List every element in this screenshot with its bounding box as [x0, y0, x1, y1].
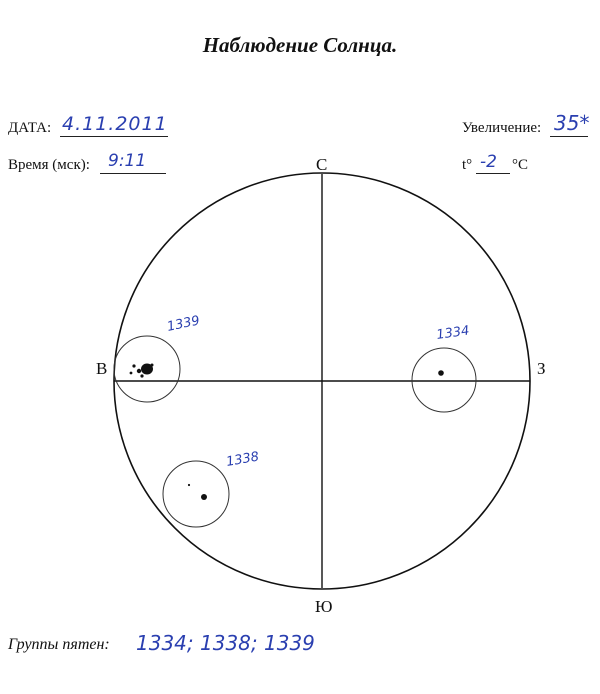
temperature-label: t° — [462, 157, 473, 173]
spot-groups-value[interactable]: 1334; 1338; 1339 — [136, 631, 315, 655]
direction-south: Ю — [315, 597, 333, 616]
sunspot — [132, 364, 135, 367]
magnification-label: Увеличение: — [462, 120, 542, 136]
group-label-1334: 1334 — [435, 323, 471, 343]
date-value[interactable]: 4.11.2011 — [62, 113, 168, 135]
group-circle-1334 — [412, 348, 476, 412]
spot-groups-label: Группы пятен: — [8, 636, 110, 653]
spot-group-1339 — [114, 336, 180, 402]
sunspot — [188, 484, 190, 486]
magnification-value[interactable]: 35* — [554, 111, 590, 135]
group-label-1339: 1339 — [165, 313, 202, 335]
sunspot — [140, 374, 143, 377]
date-label: ДАТА: — [8, 120, 52, 136]
spot-group-1338 — [163, 461, 229, 527]
spot-group-1334 — [412, 348, 476, 412]
time-label: Время (мск): — [8, 157, 90, 173]
temperature-value[interactable]: -2 — [480, 152, 497, 172]
group-label-1338: 1338 — [225, 449, 261, 470]
sunspot — [130, 372, 133, 375]
sunspot — [137, 369, 141, 373]
sunspot — [201, 494, 207, 500]
direction-west: З — [537, 359, 546, 378]
direction-east: В — [96, 359, 108, 378]
sunspot — [151, 364, 154, 367]
temperature-unit: °С — [512, 157, 529, 173]
sunspot — [438, 370, 444, 376]
time-value[interactable]: 9:11 — [108, 151, 147, 171]
page-title: Наблюдение Солнца. — [202, 33, 398, 57]
direction-north: С — [316, 155, 328, 174]
group-circle-1338 — [163, 461, 229, 527]
